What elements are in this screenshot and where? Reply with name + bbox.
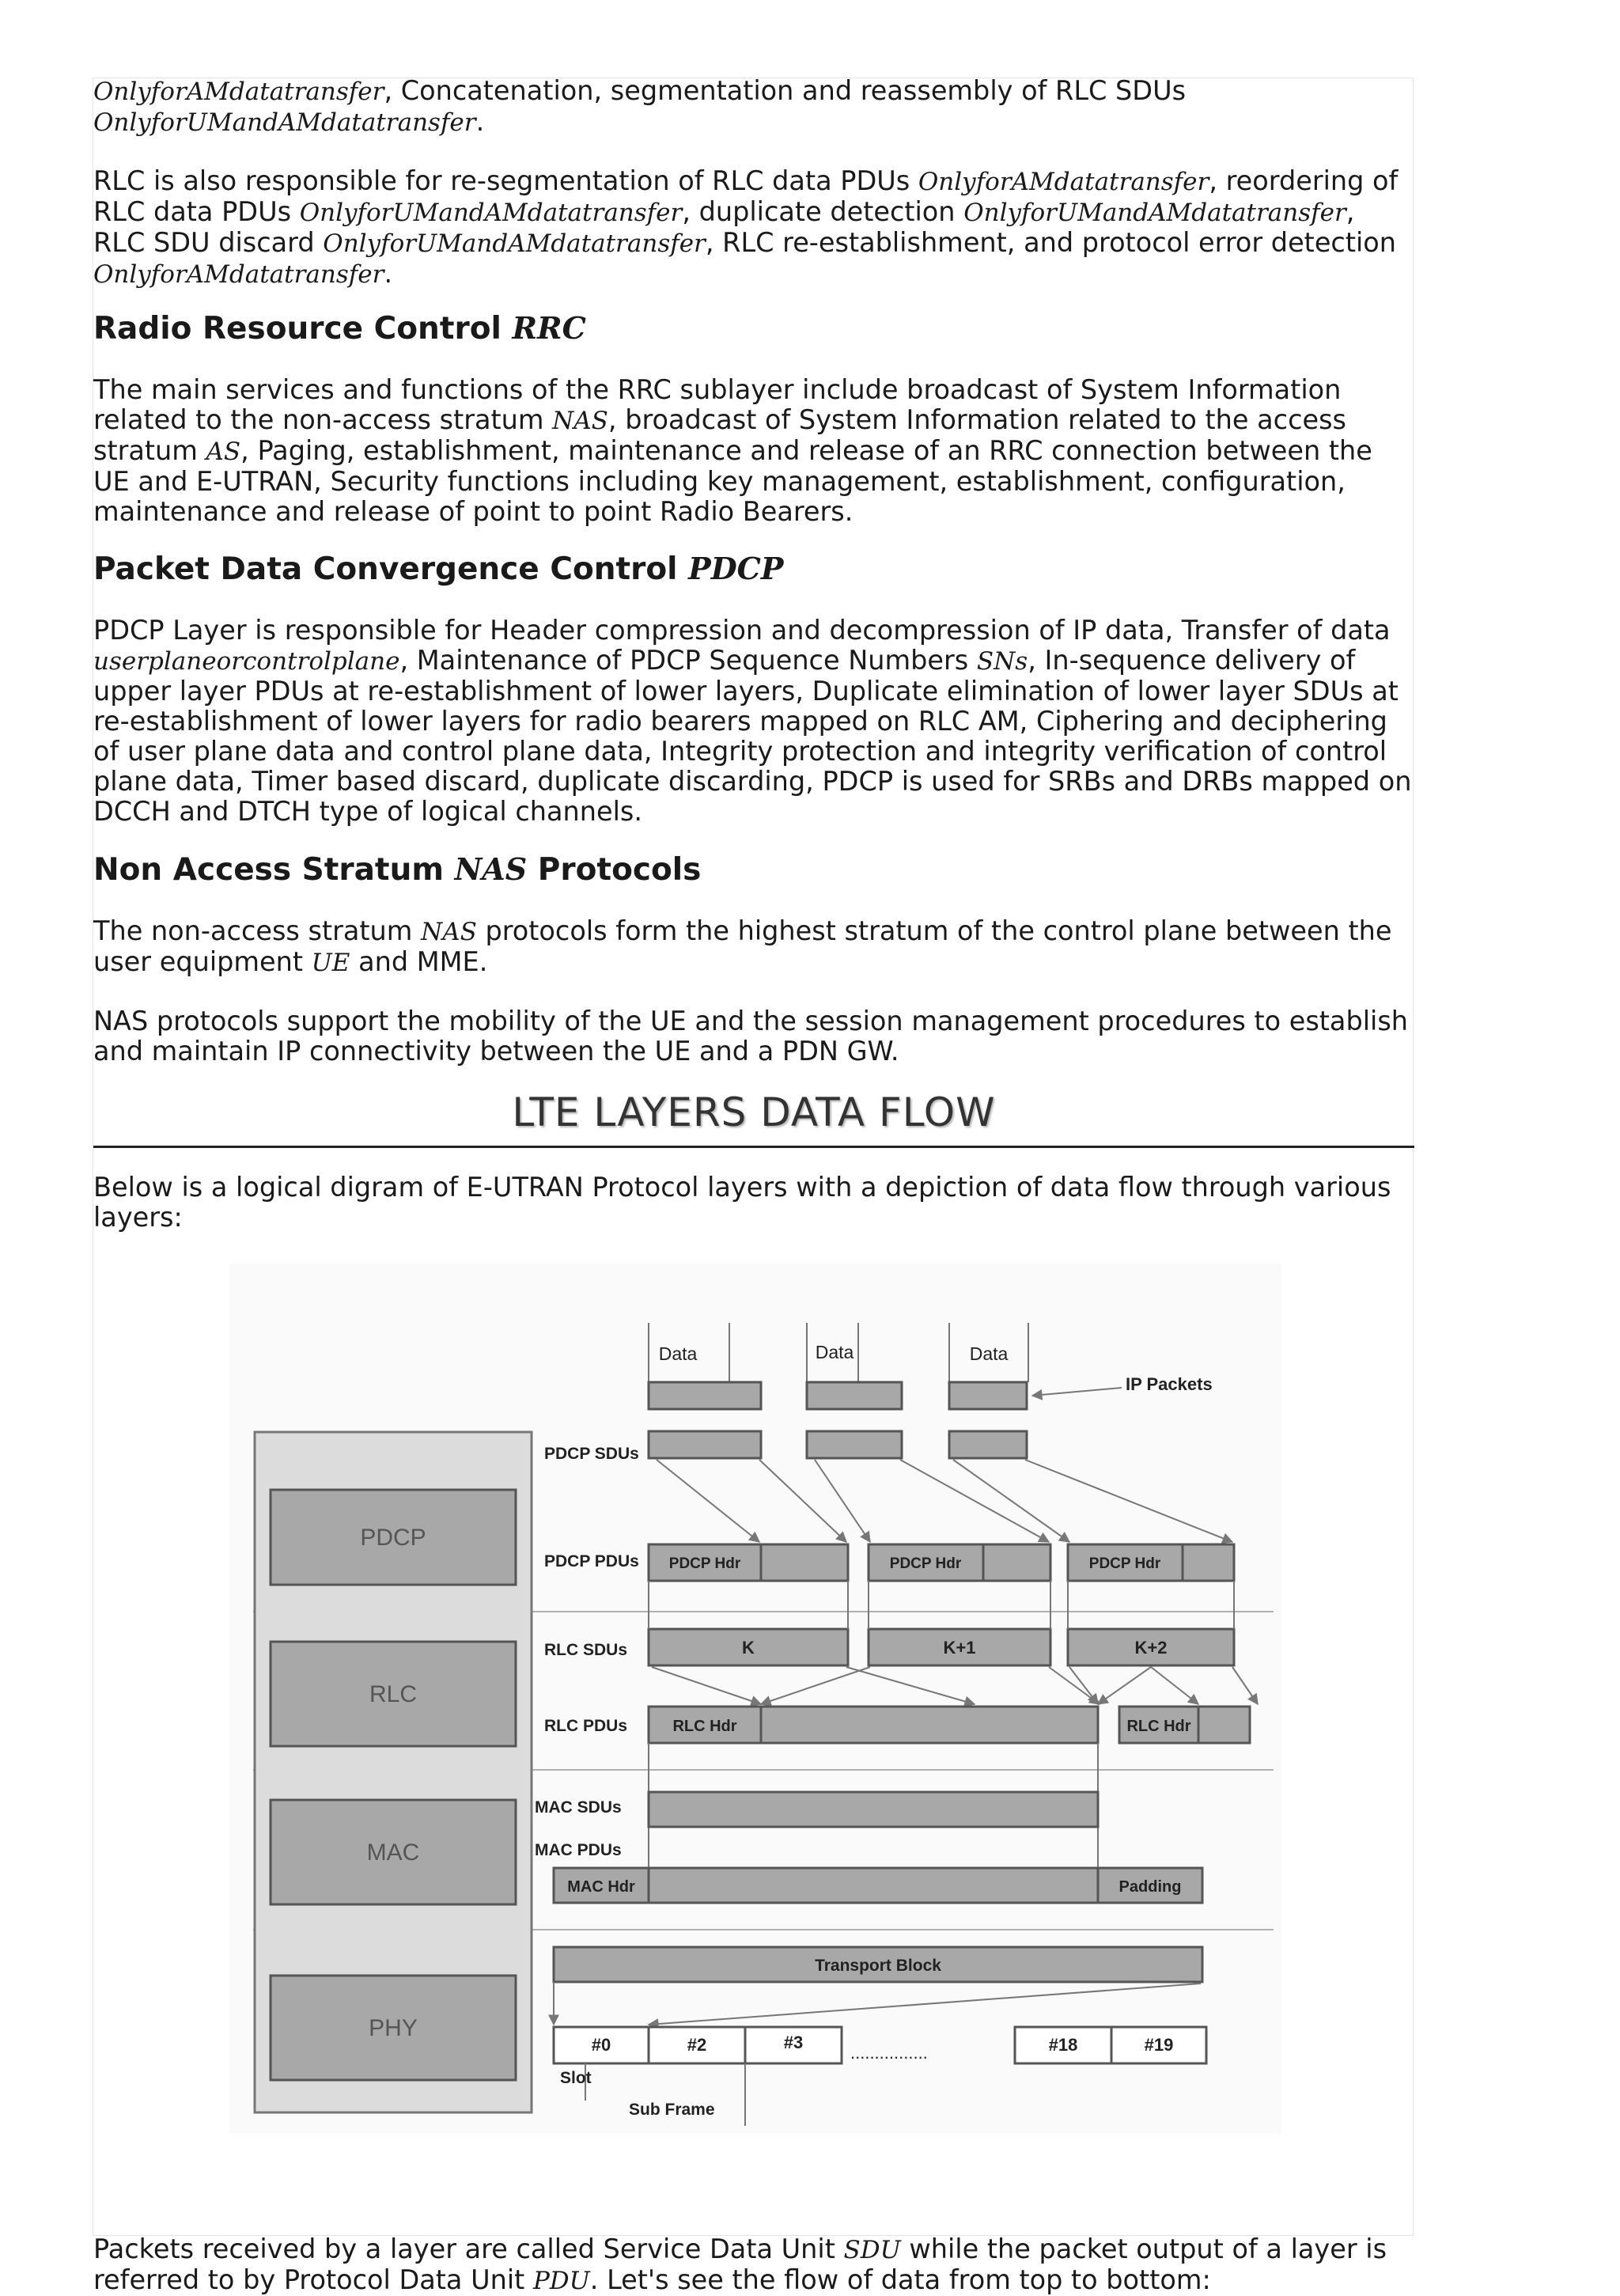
mac-sdu-box <box>649 1792 1098 1827</box>
data-label-3: Data <box>969 1343 1009 1364</box>
mac-hdr-label: MAC Hdr <box>567 1878 635 1896</box>
layer-label-phy: PHY <box>369 2015 418 2041</box>
slot-label: Slot <box>560 2069 592 2087</box>
title-rule <box>93 1146 1414 1148</box>
label-mac-pdus: MAC PDUs <box>535 1841 622 1859</box>
data-label-2: Data <box>815 1342 854 1362</box>
rlc-paragraph: RLC is also responsible for re-segmentation of RLC data PDUs OnlyforAMdatatransfer, reordering of RLC data PDUs OnlyforUMandAMdatatransfer, duplicate detection OnlyforUMandAMdatatransfer, RLC SDU discard OnlyforUMandAMdatatransfer, RLC re-establishment, and protocol error detection OnlyforAMdatatransfer. <box>93 165 1399 289</box>
transport-block-label: Transport Block <box>815 1957 941 1975</box>
nas-paragraph-2: NAS protocols support the mobility of the UE and the session management procedures to establish and maintain IP connectivity between the UE and a PDN GW. <box>93 1006 1409 1067</box>
pdcp-sdu-2 <box>807 1431 902 1458</box>
layer-label-pdcp: PDCP <box>360 1525 426 1551</box>
label-rlc-pdus: RLC PDUs <box>544 1717 628 1735</box>
nas-paragraph-1: The non-access stratum NAS protocols form the highest stratum of the control plane between the user equipment UE and MME. <box>93 915 1392 977</box>
slot-0: #0 <box>591 2035 611 2055</box>
layer-pdcp <box>271 1490 516 1585</box>
rlc-hdr-1: RLC Hdr <box>672 1718 737 1735</box>
pdcp-sdu-1 <box>649 1431 761 1458</box>
subframe-label: Sub Frame <box>629 2101 715 2119</box>
intro-paragraph <box>93 76 1186 138</box>
label-mac-sdus: MAC SDUs <box>535 1798 622 1817</box>
rrc-heading: Radio Resource Control RRC <box>93 310 586 347</box>
slot-2: #2 <box>687 2035 707 2055</box>
rlc-sdu-k: K <box>742 1638 755 1658</box>
italic-note: OnlyforUMandAMdatatransfer <box>93 108 476 137</box>
layer-rlc <box>271 1642 516 1746</box>
text-run: , Concatenation, segmentation and reassembly of RLC SDUs <box>384 75 1187 106</box>
ip-packet-2 <box>807 1382 902 1409</box>
section-title: LTE LAYERS DATA FLOW <box>512 1089 996 1135</box>
layer-mac <box>271 1800 516 1904</box>
pdcp-hdr-2: PDCP Hdr <box>889 1555 962 1572</box>
pdcp-sdu-3 <box>949 1431 1027 1458</box>
label-pdcp-pdus: PDCP PDUs <box>544 1552 639 1570</box>
nas-heading: Non Access Stratum NAS Protocols <box>93 851 702 888</box>
ip-packets-label: IP Packets <box>1126 1374 1213 1394</box>
slot-ellipsis: ................ <box>850 2043 928 2063</box>
pdcp-heading: Packet Data Convergence Control PDCP <box>93 551 784 587</box>
text-run: . <box>475 106 485 137</box>
data-label-1: Data <box>658 1343 698 1364</box>
pdcp-hdr-3: PDCP Hdr <box>1088 1555 1161 1572</box>
lte-data-flow-diagram <box>229 1264 1281 2134</box>
italic-note: OnlyforAMdatatransfer <box>93 78 384 106</box>
layer-label-rlc: RLC <box>369 1681 418 1707</box>
slot-19: #19 <box>1144 2035 1174 2055</box>
layer-phy <box>271 1976 516 2080</box>
slot-18: #18 <box>1048 2035 1078 2055</box>
pdcp-hdr-1: PDCP Hdr <box>668 1555 741 1572</box>
diagram-svg <box>229 1264 1281 2134</box>
mac-pdu <box>554 1868 1202 1903</box>
pdcp-paragraph: PDCP Layer is responsible for Header compression and decompression of IP data, Transfer of data userplaneorcontrolplane, Maintenance of PDCP Sequence Numbers SNs, In-sequence delivery of upper layer PDUs at re-establishment of lower layers, Duplicate elimination of lower layer SDUs at re-establishment of lower layers for radio bearers mapped on RLC AM, Ciphering and deciphering of user plane data and control plane data, Integrity protection and integrity verification of control plane data, Timer based discard, duplicate discarding, PDCP is used for SRBs and DRBs mapped on DCCH and DTCH type of logical channels. <box>93 615 1412 827</box>
rlc-sdu-k1: K+1 <box>943 1638 976 1658</box>
rrc-paragraph: The main services and functions of the RRC sublayer include broadcast of System Information related to the non-access stratum NAS, broadcast of System Information related to the access stratum AS, Paging, establishment, maintenance and release of an RRC connection between the UE and E-UTRAN, Security functions including key management, establishment, configuration, maintenance and release of point to point Radio Bearers. <box>93 374 1372 527</box>
rlc-pdus <box>649 1707 1250 1743</box>
rlc-sdus <box>649 1629 1234 1665</box>
slot-3: #3 <box>783 2033 804 2052</box>
ip-packet-3 <box>949 1382 1027 1409</box>
diagram-intro-paragraph: Below is a logical digram of E-UTRAN Protocol layers with a depiction of data flow through various layers: <box>93 1172 1391 1233</box>
rlc-sdu-k2: K+2 <box>1134 1638 1168 1658</box>
sdu-pdu-paragraph: Packets received by a layer are called Service Data Unit SDU while the packet output of a layer is referred to by Protocol Data Unit PDU. Let's see the flow of data from top to bottom: <box>93 2233 1387 2295</box>
pdcp-pdus <box>649 1544 1234 1581</box>
label-pdcp-sdus: PDCP SDUs <box>544 1445 639 1463</box>
padding-label: Padding <box>1118 1878 1182 1896</box>
label-rlc-sdus: RLC SDUs <box>544 1641 628 1659</box>
ip-packet-1 <box>649 1382 761 1409</box>
layer-label-mac: MAC <box>366 1839 420 1866</box>
rlc-hdr-2: RLC Hdr <box>1126 1718 1191 1735</box>
